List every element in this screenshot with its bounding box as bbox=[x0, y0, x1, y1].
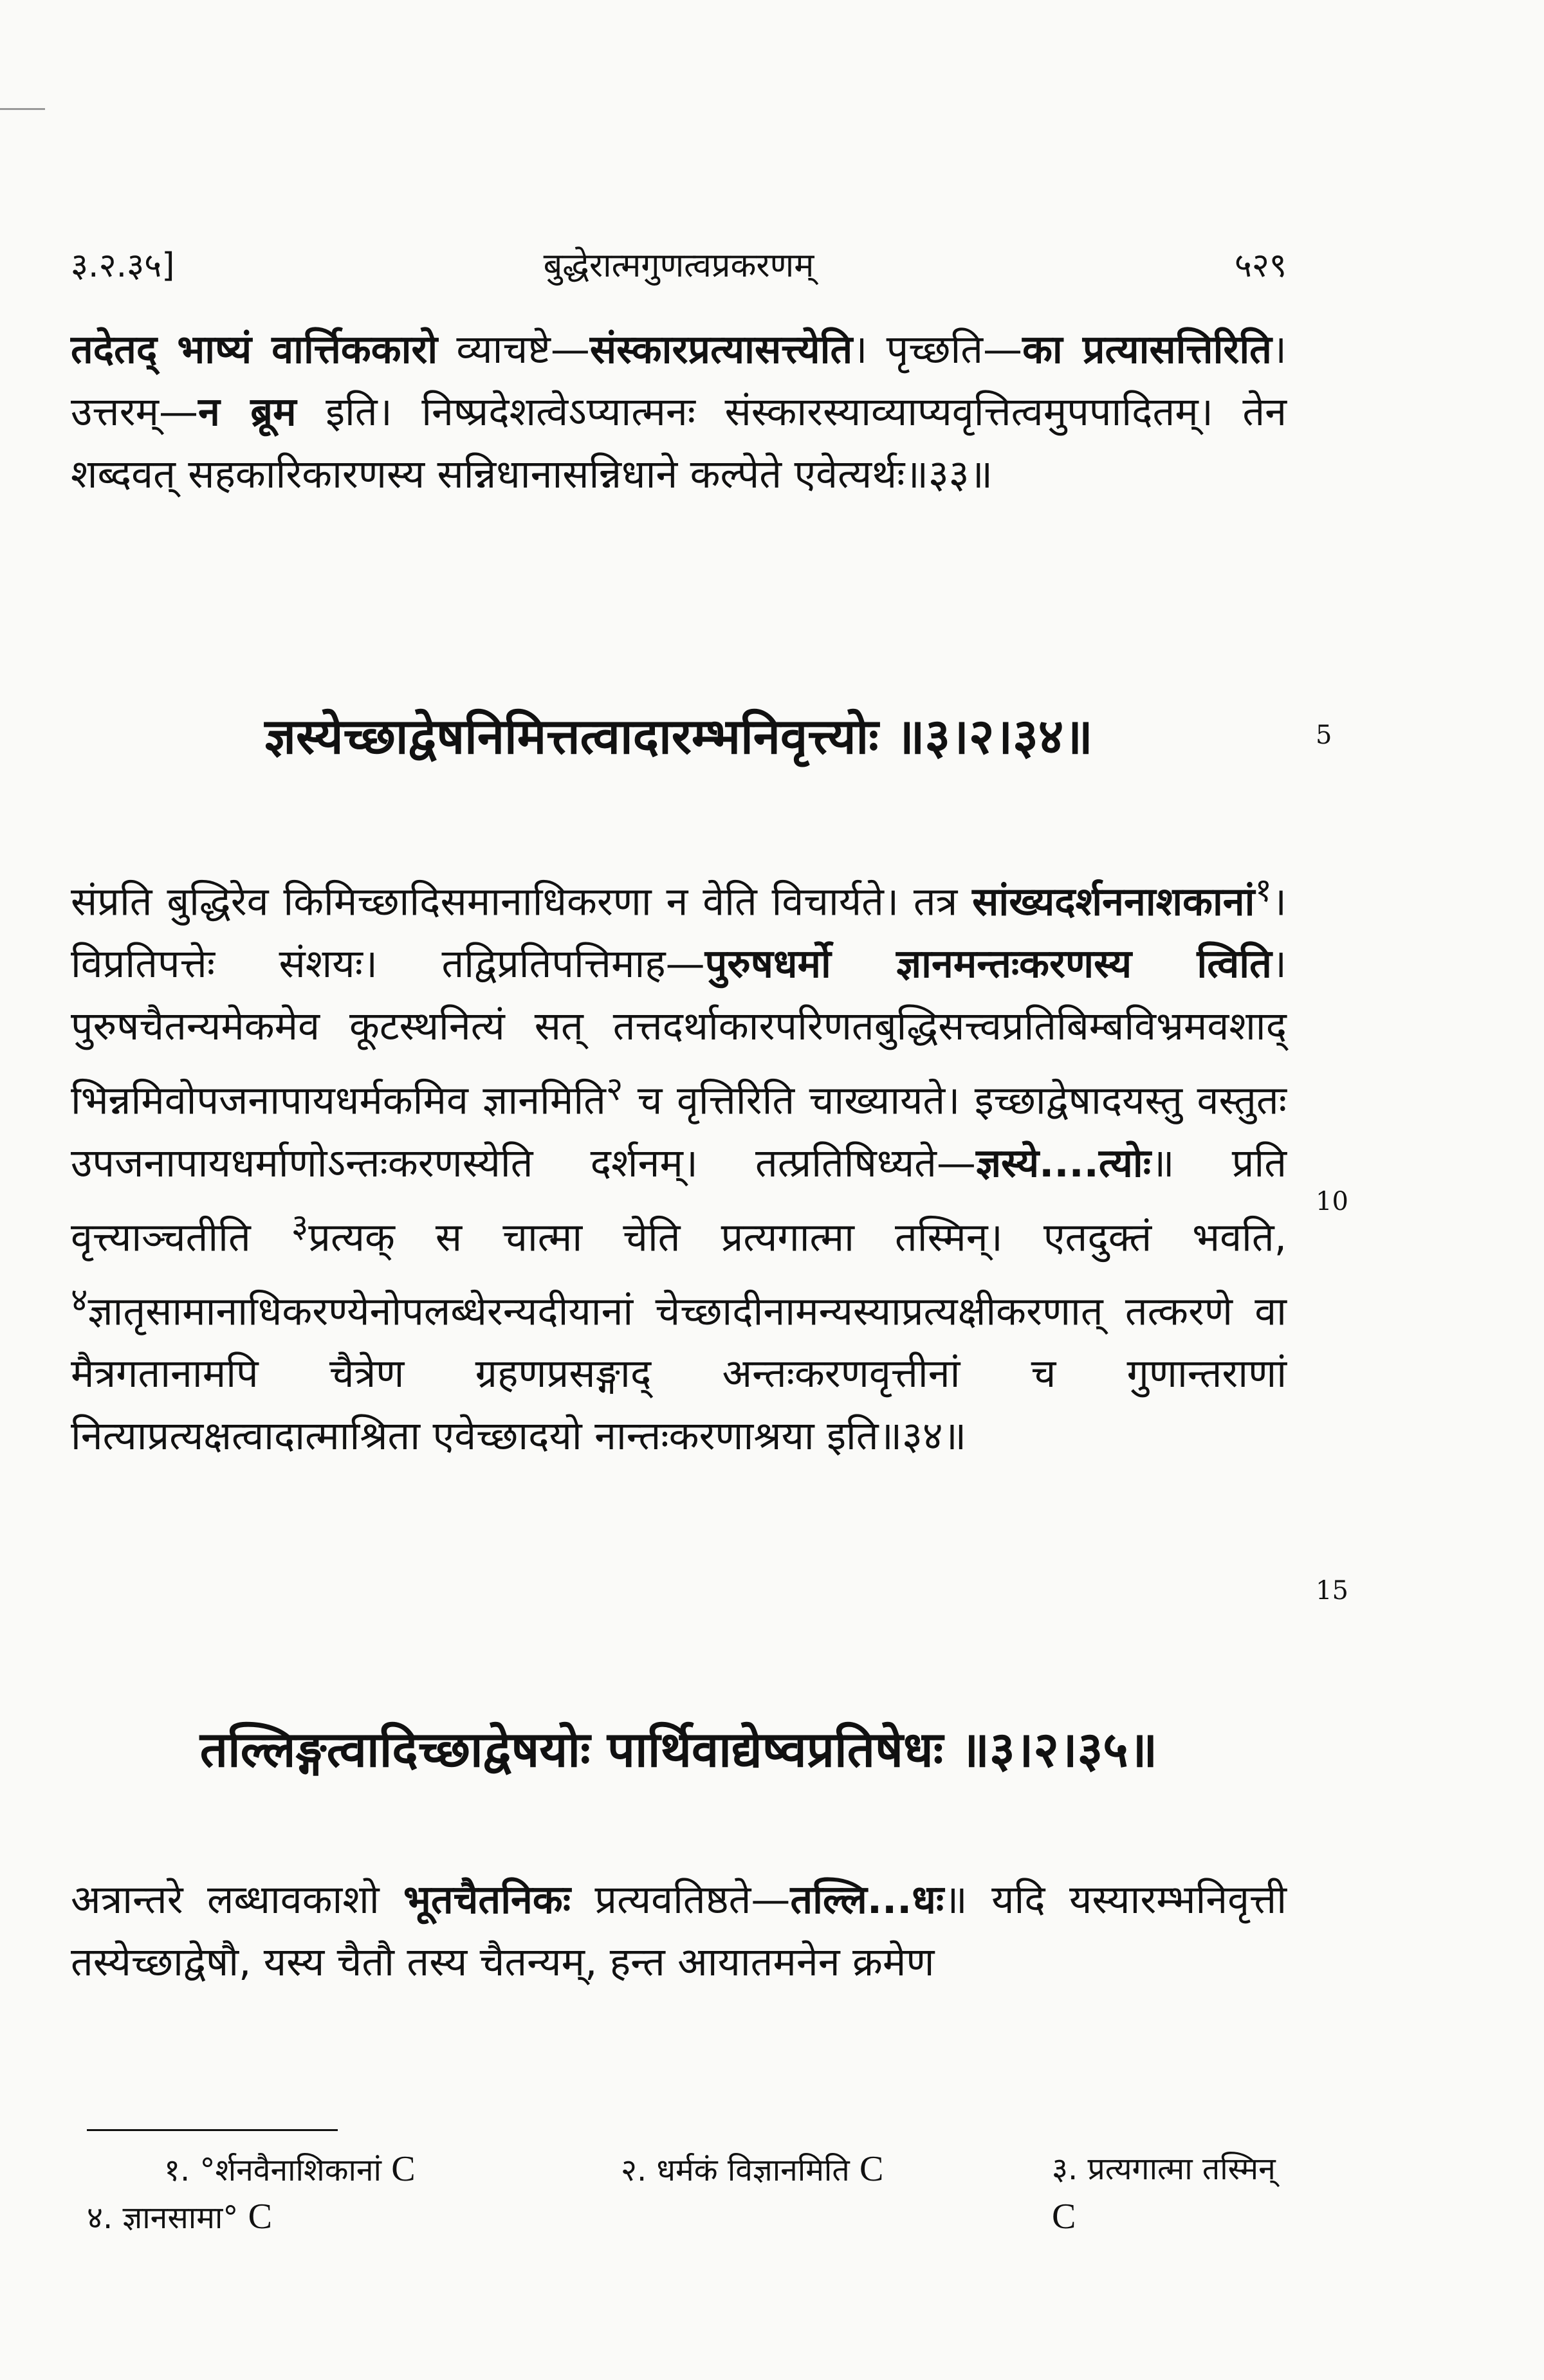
line-number-10: 10 bbox=[1316, 1187, 1348, 1216]
footnote-1 bbox=[164, 2145, 416, 2194]
commentary-paragraph-2 bbox=[71, 859, 1287, 1467]
footnote-label: २. bbox=[621, 2152, 657, 2188]
footnote-4 bbox=[87, 2193, 272, 2242]
line-number-15: 15 bbox=[1316, 1576, 1348, 1606]
commentary-paragraph-1 bbox=[71, 318, 1287, 506]
footnote-text: °र्शनवैनाशिकानां bbox=[199, 2152, 381, 2188]
section-reference: ३.२.३५] bbox=[71, 246, 175, 285]
text-run: ॥ प्रति वृत्त्याञ्चतीति bbox=[71, 1140, 1287, 1260]
footnote-text: ज्ञानसामा° bbox=[122, 2200, 239, 2236]
text-run: । पृच्छति— bbox=[852, 327, 1023, 372]
text-run: च वृत्तिरिति चाख्यायते। इच्छाद्वेषादयस्तु वस्तुतः उपजनापायधर्माणोऽन्तःकरणस्येति दर्शनम्। तत्प्रतिषिध्यते— bbox=[71, 1077, 1287, 1186]
bold-phrase: भूतचैतनिकः bbox=[403, 1877, 571, 1923]
running-header bbox=[71, 241, 1287, 293]
footnote-label: ३. bbox=[1052, 2151, 1088, 2187]
text-run: प्रत्यक् स चात्मा चेति प्रत्यगात्मा तस्मिन्। एतदुक्तं भवति, bbox=[308, 1214, 1287, 1260]
bold-phrase: तदेतद् भाष्यं वार्त्तिककारो bbox=[71, 327, 438, 372]
manuscript-siglum: C bbox=[248, 2197, 272, 2237]
footnote-ref: ३ bbox=[291, 1206, 309, 1245]
sutra-34-heading: ज्ञस्येच्छाद्वेषनिमित्तत्वादारम्भनिवृत्त्योः ॥३।२।३४॥ bbox=[264, 708, 1093, 765]
footnote-label: १. bbox=[164, 2152, 200, 2188]
footnote-2 bbox=[621, 2145, 883, 2194]
bold-phrase: तल्लि...धः bbox=[790, 1877, 944, 1923]
bold-phrase: का प्रत्यासत्तिरिति bbox=[1022, 327, 1272, 372]
bold-phrase: संस्कारप्रत्यासत्त्येति bbox=[589, 327, 853, 372]
text-run: संप्रति बुद्धिरेव किमिच्छादिसमानाधिकरणा न वेति विचार्यते। तत्र bbox=[71, 879, 973, 925]
footnote-text: प्रत्यगात्मा तस्मिन् bbox=[1087, 2151, 1276, 2187]
chapter-title: बुद्धेरात्मगुणत्वप्रकरणम् bbox=[543, 246, 814, 285]
text-run: । पुरुषचैतन्यमेकमेव कूटस्थनित्यं सत् तत्तदर्थाकारपरिणतबुद्धिसत्त्वप्रतिबिम्बविभ्रमवशाद् भिन्नमिवोपजनापायधर्मकमिव ज्ञानमिति bbox=[71, 941, 1287, 1124]
text-run: अत्रान्तरे लब्धावकाशो bbox=[71, 1877, 404, 1923]
bold-phrase: ज्ञस्ये....त्योः bbox=[975, 1140, 1152, 1186]
line-number-5: 5 bbox=[1316, 720, 1332, 750]
sutra-35-heading: तल्लिङ्गत्वादिच्छाद्वेषयोः पार्थिवाद्येष्वप्रतिषेधः ॥३।२।३५॥ bbox=[199, 1721, 1158, 1778]
footnote-ref: १ bbox=[1254, 871, 1272, 909]
text-run: इति। निष्प्रदेशत्वेऽप्यात्मनः संस्कारस्याव्याप्यवृत्तित्वमुपपादितम्। तेन शब्दवत् सहकारिकारणस्य सन्निधानासन्निधाने कल्पेते एवेत्यर्थः॥३३॥ bbox=[71, 389, 1287, 497]
footnote-ref: ४ bbox=[71, 1280, 88, 1319]
text-run: प्रत्यवतिष्ठते— bbox=[571, 1877, 791, 1923]
footnote-ref: २ bbox=[605, 1070, 623, 1108]
footnote-label: ४. bbox=[87, 2200, 123, 2236]
manuscript-siglum: C bbox=[1052, 2197, 1076, 2237]
footnotes bbox=[87, 2145, 1283, 2240]
text-run: । उत्तरम्— bbox=[71, 327, 1287, 435]
footnote-text: धर्मकं विज्ञानमिति bbox=[656, 2152, 850, 2188]
footnote-row bbox=[87, 2193, 1283, 2240]
text-run: ज्ञातृसामानाधिकरण्येनोपलब्धेरन्यदीयानां चेच्छादीनामन्यस्याप्रत्यक्षीकरणात् तत्करणे वा मैत्रगतानामपि चैत्रेण ग्रहणप्रसङ्गाद् अन्तःकरणवृत्तीनां च गुणान्तराणां नित्याप्रत्यक्षत्वादात्माश्रिता एवेच्छादयो नान्तःकरणाश्रया इति॥३४॥ bbox=[71, 1288, 1287, 1460]
text-run: । विप्रतिपत्तेः संशयः। तद्विप्रतिपत्तिमाह— bbox=[71, 879, 1287, 987]
bold-phrase: न ब्रूम bbox=[198, 389, 297, 435]
text-run: ॥ यदि यस्यारम्भनिवृत्ती तस्येच्छाद्वेषौ, यस्य चैतौ तस्य चैतन्यम्, हन्त आयातमनेन क्रमेण bbox=[71, 1877, 1287, 1985]
text-run: व्याचष्टे— bbox=[437, 327, 590, 372]
bold-phrase: पुरुषधर्मो ज्ञानमन्तःकरणस्य त्विति bbox=[704, 941, 1272, 987]
scan-edge-mark bbox=[0, 108, 45, 110]
manuscript-siglum: C bbox=[391, 2149, 416, 2189]
manuscript-siglum: C bbox=[859, 2149, 884, 2189]
page-number: ५२९ bbox=[1234, 246, 1287, 285]
commentary-paragraph-3 bbox=[71, 1869, 1287, 1993]
bold-phrase: सांख्यदर्शननाशकानां bbox=[972, 879, 1255, 925]
footnote-divider bbox=[87, 2129, 338, 2131]
